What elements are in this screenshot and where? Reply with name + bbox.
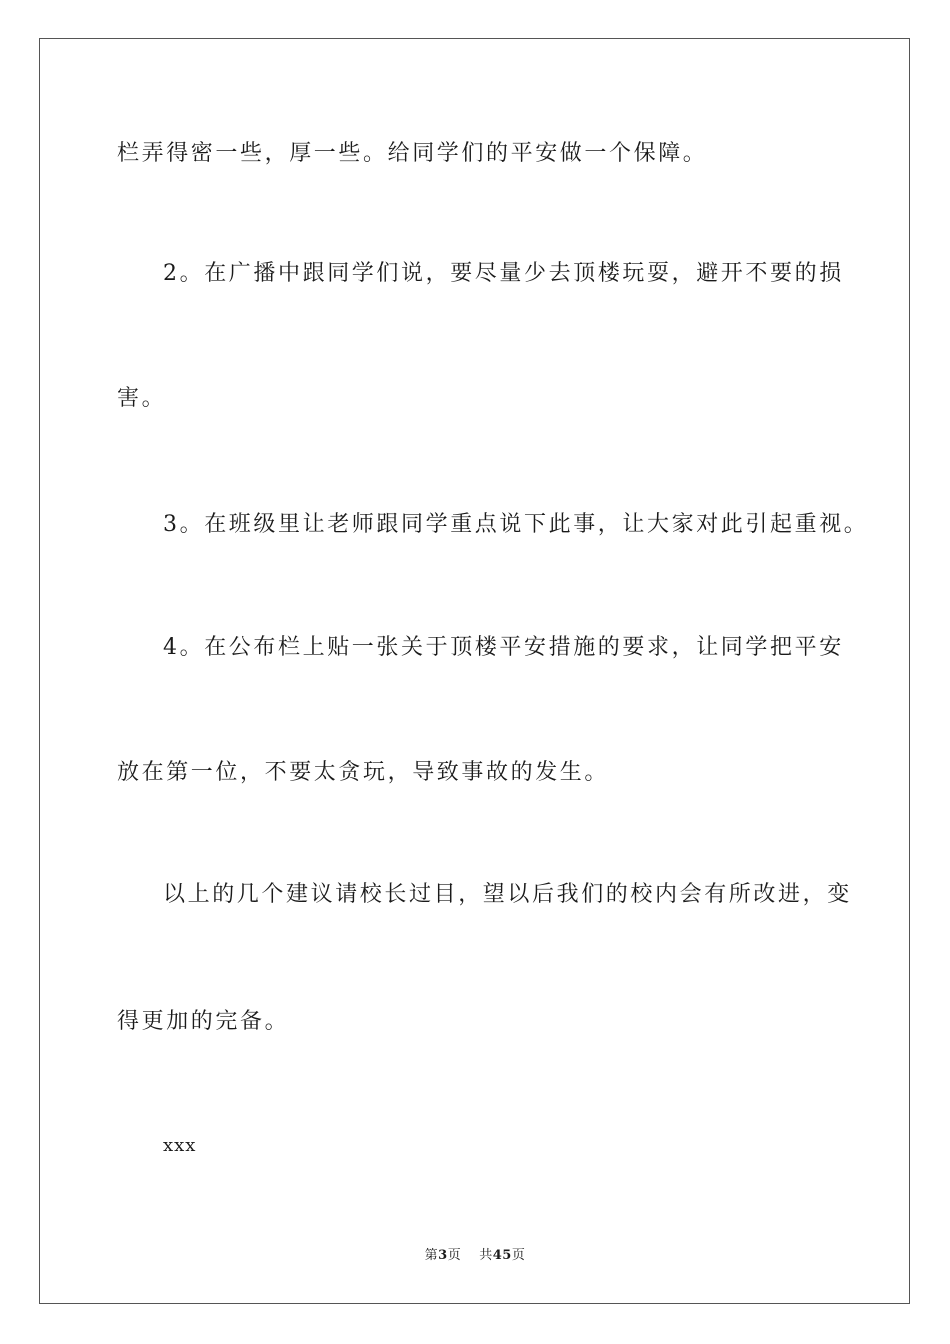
body-line-1: 栏弄得密一些，厚一些。给同学们的平安做一个保障。 (117, 141, 708, 166)
body-line-8: 得更加的完备。 (117, 1009, 290, 1034)
body-line-2: 2。在广播中跟同学们说，要尽量少去顶楼玩耍，避开不要的损 (163, 261, 844, 286)
signature: xxx (163, 1135, 197, 1156)
body-line-7: 以上的几个建议请校长过目，望以后我们的校内会有所改进，变 (163, 882, 852, 907)
total-suffix: 页 (511, 1248, 526, 1263)
body-line-6: 放在第一位，不要太贪玩，导致事故的发生。 (117, 760, 610, 785)
page-number: 3 (438, 1248, 448, 1263)
page-prefix: 第 (424, 1248, 439, 1263)
page-suffix: 页 (447, 1248, 462, 1263)
body-line-4: 3。在班级里让老师跟同学重点说下此事，让大家对此引起重视。 (163, 512, 869, 537)
body-line-3: 害。 (117, 386, 167, 411)
total-prefix: 共 (479, 1248, 493, 1263)
page-footer (0, 1247, 950, 1265)
total-pages: 45 (492, 1248, 512, 1263)
page-border (39, 38, 910, 1304)
body-line-5: 4。在公布栏上贴一张关于顶楼平安措施的要求，让同学把平安 (163, 635, 844, 660)
